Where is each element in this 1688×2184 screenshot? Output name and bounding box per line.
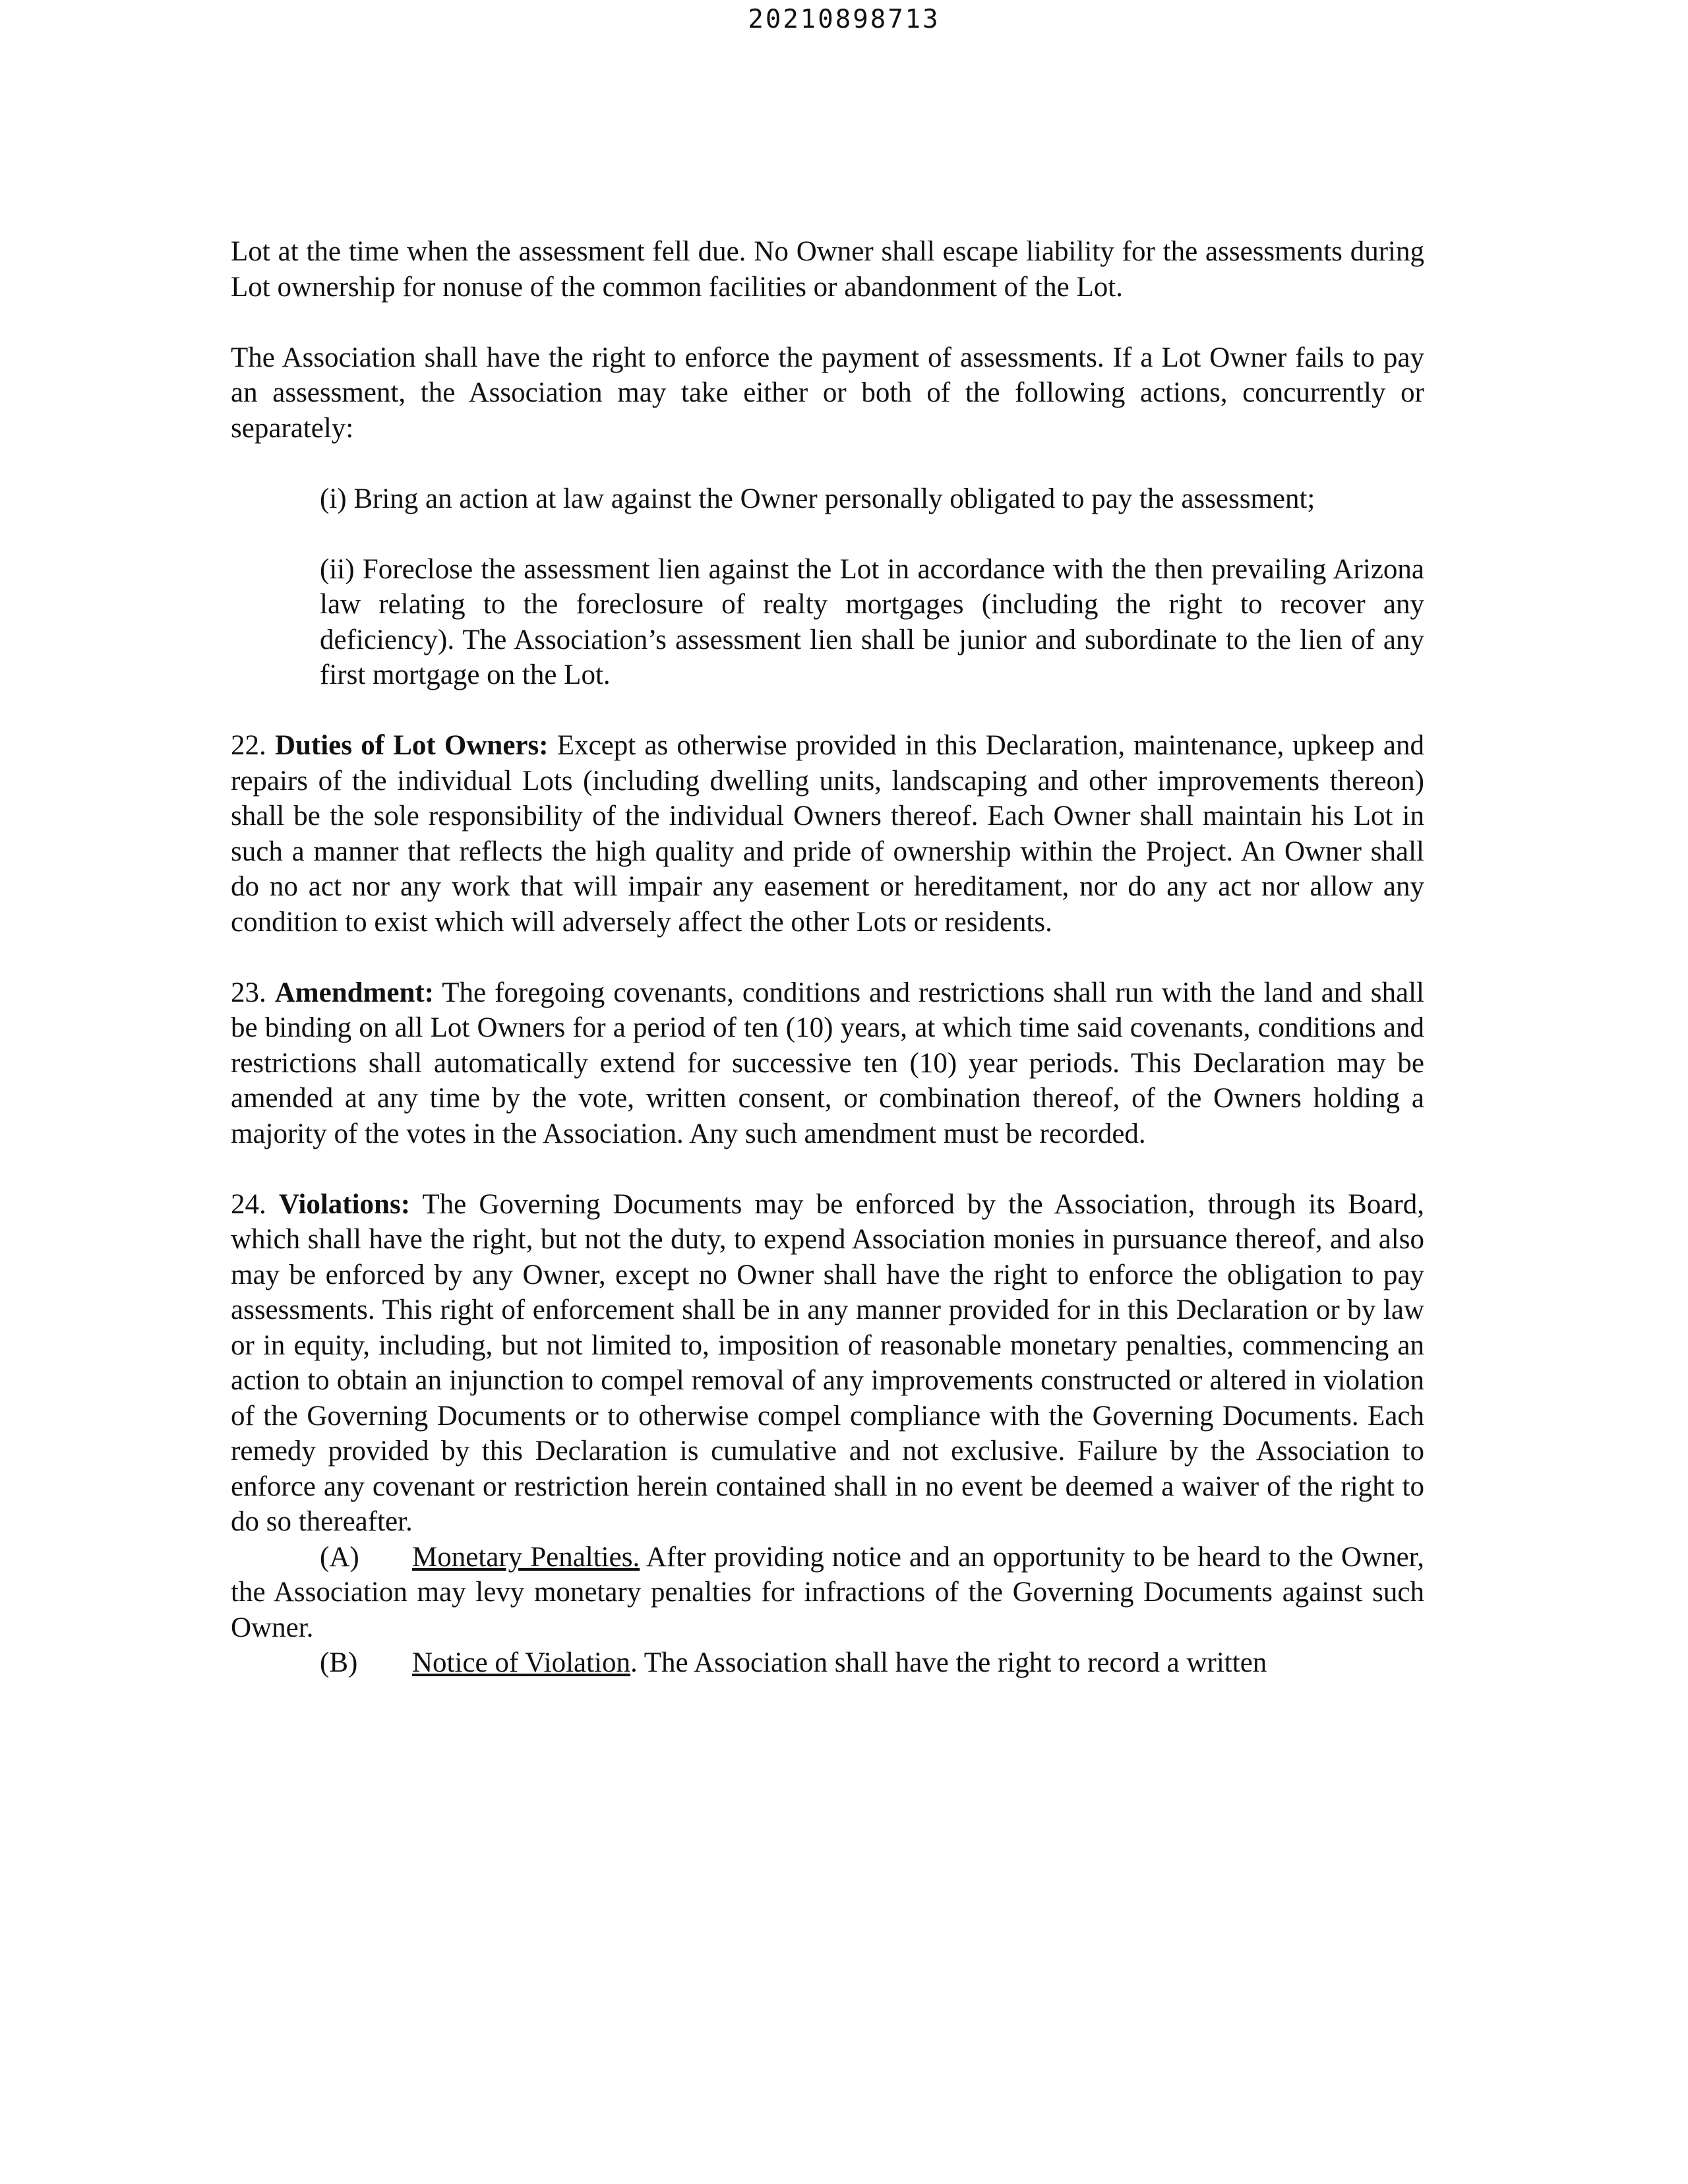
section-24-text: The Governing Documents may be enforced by the Association, through its Board, which shall have the right, but not the duty, to expend Association monies in pursuance thereof, and also may be enforced by any Owner, except no Owner shall have the right to enforce the obligation to pay assessments. This right of enforcement shall be in any manner provided for in this Declaration or by law or in equity, including, but not limited to, imposition of reasonable monetary penalties, commencing an action to obtain an injunction to compel removal of any improvements constructed or altered in violation of the Governing Documents or to otherwise compel compliance with the Governing Documents. Each remedy provided by this Declaration is cumulative and not exclusive. Failure by the Association to enforce any covenant or restriction herein contained shall in no event be deemed a waiver of the right to do so thereafter. (231, 1188, 1424, 1537)
subsection-a-title: Monetary Penalties. (412, 1541, 640, 1573)
subsection-a-marker: (A) (320, 1541, 359, 1573)
document-number: 20210898713 (748, 5, 940, 34)
paragraph-enforce-payment: The Association shall have the right to enforce the payment of assessments. If a Lot Owner fails to pay an assessment, the Association may take either or both of the following actions, concurrently or separately: (231, 342, 1424, 444)
section-24-heading: Violations: (278, 1188, 411, 1220)
subsection-b-text: The Association shall have the right to record a written (644, 1647, 1267, 1678)
section-23-text: The foregoing covenants, conditions and restrictions shall run with the land and shall be binding on all Lot Owners for a period of ten (10) years, at which time said covenants, conditions and restrictions shall automatically extend for successive ten (10) year periods. This Declaration may be amended at any time by the vote, written consent, or combination thereof, of the Owners holding a majority of the votes in the Association. Any such amendment must be recorded. (231, 977, 1424, 1149)
section-22-duties (231, 728, 1424, 940)
subsection-a-text: After providing notice and an opportunity to be heard to the Owner, the Association may levy monetary penalties for infractions of the Governing Documents against such Owner. (231, 1541, 1424, 1643)
section-24-number: 24. (231, 1188, 266, 1220)
enforcement-actions-list (320, 481, 1424, 693)
document-body (231, 234, 1424, 1681)
section-24-violations (231, 1187, 1424, 1540)
section-23-heading: Amendment: (274, 977, 434, 1008)
subsection-b-marker: (B) (320, 1647, 358, 1678)
section-22-heading: Duties of Lot Owners: (274, 730, 549, 761)
subsection-b-notice-of-violation (231, 1645, 1424, 1681)
subsection-b-title: Notice of Violation (412, 1647, 631, 1678)
subsection-a-monetary-penalties (231, 1540, 1424, 1646)
list-item-action-at-law: (i) Bring an action at law against the Owner personally obligated to pay the assessment; (320, 483, 1315, 514)
section-23-amendment (231, 975, 1424, 1152)
section-22-text: Except as otherwise provided in this Declaration, maintenance, upkeep and repairs of the individual Lots (including dwelling units, landscaping and other improvements thereon) shall be the sole responsibility of the individual Owners thereof. Each Owner shall maintain his Lot in such a manner that reflects the high quality and pride of ownership within the Project. An Owner shall do no act nor any work that will impair any easement or hereditament, nor do any act nor allow any condition to exist which will adversely affect the other Lots or residents. (231, 730, 1424, 938)
subsection-b-punct: . (630, 1647, 638, 1678)
list-item-foreclose-lien: (ii) Foreclose the assessment lien against the Lot in accordance with the then prevailing Arizona law relating to the foreclosure of realty mortgages (including the right to recover any deficiency). The Association’s assessment lien shall be junior and subordinate to the lien of any first mortgage on the Lot. (320, 553, 1424, 690)
paragraph-assessment-liability: Lot at the time when the assessment fell due. No Owner shall escape liability for the assessments during Lot ownership for nonuse of the common facilities or abandonment of the Lot. (231, 236, 1424, 303)
section-23-number: 23. (231, 977, 266, 1008)
section-22-number: 22. (231, 730, 266, 761)
